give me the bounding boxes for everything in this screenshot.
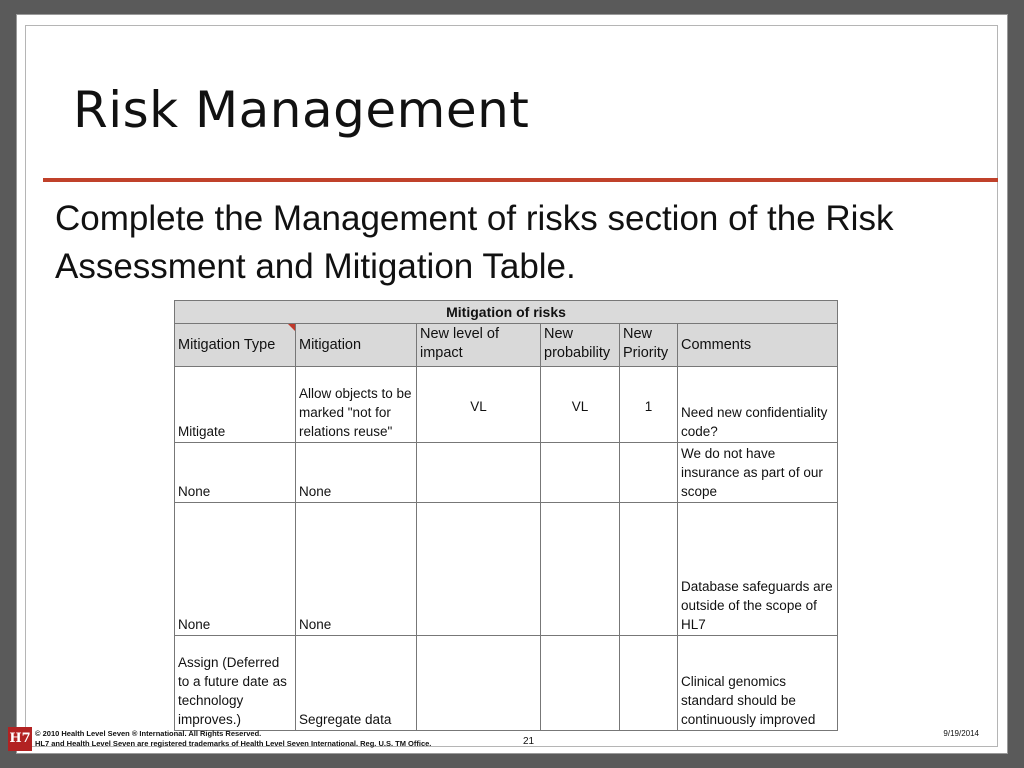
table-cell: [620, 636, 678, 731]
table-cell: Segregate data: [296, 636, 417, 731]
table-cell: None: [175, 503, 296, 636]
table-cell: Assign (Deferred to a future date as technology improves.): [175, 636, 296, 731]
table-cell: Need new confidentiality code?: [678, 367, 838, 443]
page-number: 21: [523, 736, 535, 747]
table-cell: Database safeguards are outside of the scope of HL7: [678, 503, 838, 636]
table-cell: Mitigate: [175, 367, 296, 443]
table-cell: None: [296, 443, 417, 503]
table-cell: None: [175, 443, 296, 503]
column-header: New probability: [541, 324, 620, 367]
table-cell: [620, 503, 678, 636]
mitigation-table: [174, 300, 838, 731]
table-cell: [417, 443, 541, 503]
table-row: [175, 503, 838, 636]
slide-footer: [9, 725, 1009, 753]
table-cell: [417, 503, 541, 636]
table-cell: [417, 636, 541, 731]
column-header: New Priority: [620, 324, 678, 367]
table-caption: Mitigation of risks: [175, 301, 838, 324]
table-caption-row: [175, 301, 838, 324]
table-cell: VL: [417, 367, 541, 443]
slide-title: Risk Management: [73, 81, 530, 139]
title-divider: [43, 178, 998, 182]
table-header-row: [175, 324, 838, 367]
table-cell: [541, 503, 620, 636]
column-header: Comments: [678, 324, 838, 367]
slide: [9, 14, 1008, 754]
table-cell: [541, 636, 620, 731]
copyright-notice: [35, 729, 431, 749]
column-header: New level of impact: [417, 324, 541, 367]
table-cell: Clinical genomics standard should be continuously improved: [678, 636, 838, 731]
column-header: Mitigation: [296, 324, 417, 367]
table-row: [175, 367, 838, 443]
table-cell: None: [296, 503, 417, 636]
trademark-line: HL7 and Health Level Seven are registered trademarks of Health Level Seven International. Reg. U.S. TM Office.: [35, 739, 432, 748]
table-cell: Allow objects to be marked "not for relations reuse": [296, 367, 417, 443]
copyright-line: © 2010 Health Level Seven ® International. All Rights Reserved.: [35, 729, 262, 738]
hl7-logo: H7: [8, 727, 32, 751]
slide-date: 9/19/2014: [943, 729, 979, 738]
table-cell: [541, 443, 620, 503]
table-row: [175, 443, 838, 503]
table-cell: [620, 443, 678, 503]
slide-body-text: Complete the Management of risks section of the Risk Assessment and Mitigation Table.: [55, 199, 894, 286]
column-header: Mitigation Type: [175, 324, 296, 367]
comment-indicator-icon: [288, 324, 295, 331]
table-cell: 1: [620, 367, 678, 443]
table-cell: We do not have insurance as part of our scope: [678, 443, 838, 503]
table-row: [175, 636, 838, 731]
table-cell: VL: [541, 367, 620, 443]
